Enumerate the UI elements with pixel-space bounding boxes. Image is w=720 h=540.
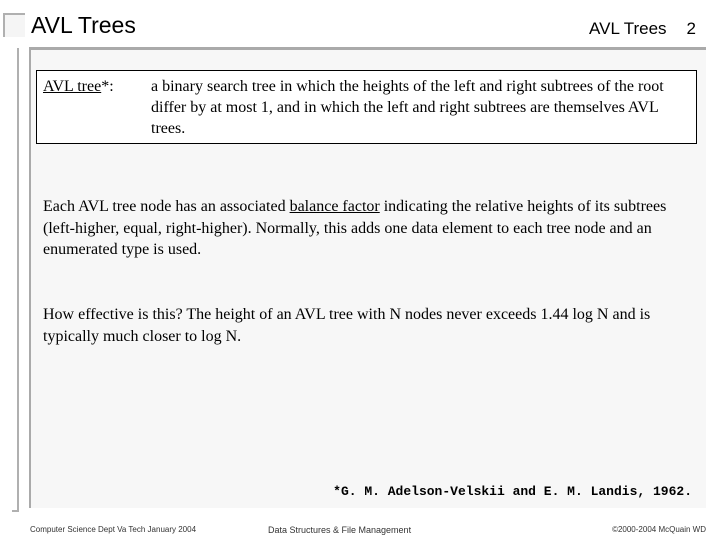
decorative-corner-square [3, 13, 25, 37]
header-section-title: AVL Trees [589, 19, 667, 38]
definition-term-word: AVL tree [43, 78, 102, 95]
balance-factor-term: balance factor [289, 198, 380, 215]
paragraph-text: Each AVL tree node has an associated [43, 198, 290, 215]
footer-right: ©2000-2004 McQuain WD [612, 525, 706, 534]
footer-left: Computer Science Dept Va Tech January 2004 [30, 525, 197, 534]
decorative-left-rail [12, 48, 19, 512]
page-number: 2 [686, 19, 696, 38]
effectiveness-paragraph: How effective is this? The height of an AVL tree with N nodes never exceeds 1.44 log N and is typically much closer to log N. [43, 306, 651, 345]
definition-term [43, 76, 114, 97]
slide-title: AVL Trees [31, 12, 136, 38]
paragraph-text: indicating the relative heights of its subtrees (left-higher, equal, right-higher). Normally, this adds one data element to each tree node and an enumerated type is used. [43, 198, 667, 258]
header-right [589, 19, 696, 39]
citation-footnote: *G. M. Adelson-Velskii and E. M. Landis, 1962. [333, 484, 692, 499]
balance-factor-paragraph [43, 196, 693, 261]
definition-term-suffix: *: [101, 78, 114, 95]
footer-center: Data Structures & File Management [268, 525, 412, 535]
definition-text: a binary search tree in which the heights of the left and right subtrees of the root differ by at most 1, and in which the left and right subtrees are themselves AVL trees. [151, 78, 664, 137]
definition-box [36, 70, 697, 144]
